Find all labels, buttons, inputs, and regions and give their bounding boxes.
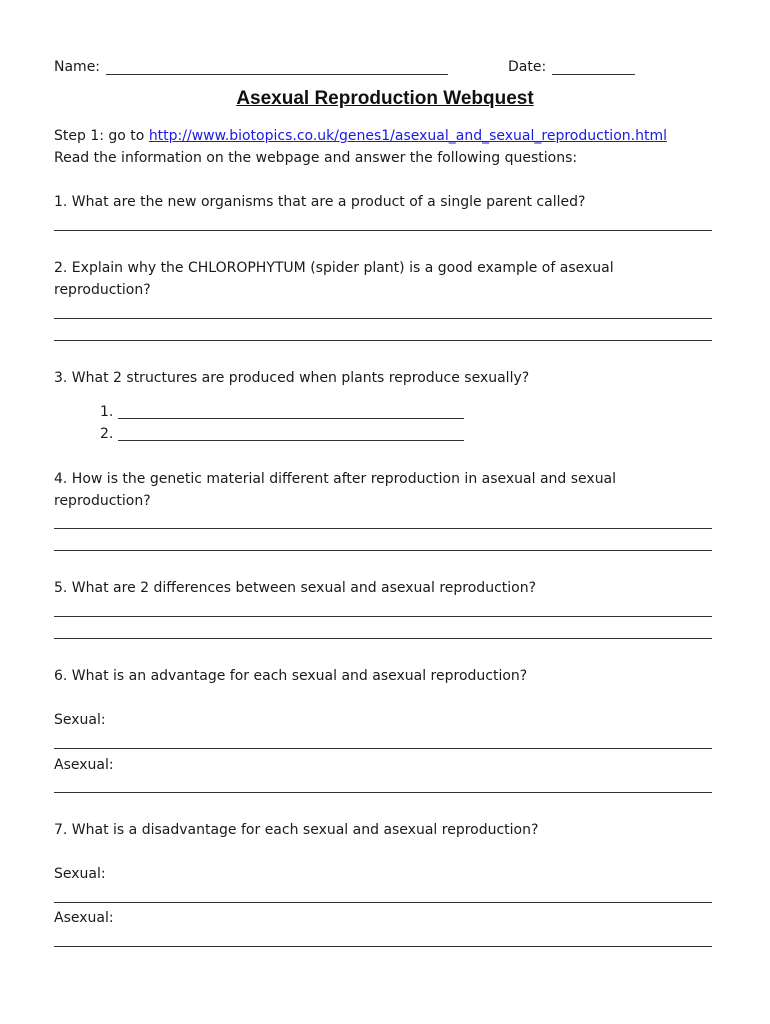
q3-item-2-field[interactable] <box>118 440 464 441</box>
question-5: 5. What are 2 differences between sexual and asexual reproduction? <box>54 580 537 596</box>
instructions-text: Read the information on the webpage and answer the following questions: <box>54 150 578 166</box>
date-label: Date: <box>508 59 547 75</box>
answer-line-q2-b[interactable] <box>54 340 712 341</box>
q7-asexual-label: Asexual: <box>54 910 114 926</box>
question-2-line-2: reproduction? <box>54 282 151 298</box>
page-title: Asexual Reproduction Webquest <box>236 88 534 109</box>
answer-line-q6-asexual[interactable] <box>54 792 712 793</box>
q3-item-1-label: 1. <box>100 404 114 420</box>
q3-item-1-field[interactable] <box>118 418 464 419</box>
question-7: 7. What is a disadvantage for each sexual and asexual reproduction? <box>54 822 539 838</box>
q3-item-2-label: 2. <box>100 426 114 442</box>
date-field[interactable] <box>552 74 635 75</box>
question-4-line-1: 4. How is the genetic material different after reproduction in asexual and sexual <box>54 471 617 487</box>
webpage-link[interactable]: http://www.biotopics.co.uk/genes1/asexual_and_sexual_reproduction.html <box>148 128 667 144</box>
name-field[interactable] <box>106 74 448 75</box>
question-2-line-1: 2. Explain why the CHLOROPHYTUM (spider plant) is a good example of asexual <box>54 260 614 276</box>
question-4-line-2: reproduction? <box>54 493 151 509</box>
answer-line-q1[interactable] <box>54 230 712 231</box>
name-label: Name: <box>54 59 101 75</box>
answer-line-q4-a[interactable] <box>54 528 712 529</box>
answer-line-q5-b[interactable] <box>54 638 712 639</box>
answer-line-q7-asexual[interactable] <box>54 946 712 947</box>
answer-line-q4-b[interactable] <box>54 550 712 551</box>
step-prefix: Step 1: go to <box>54 128 145 144</box>
question-1: 1. What are the new organisms that are a product of a single parent called? <box>54 194 586 210</box>
q6-asexual-label: Asexual: <box>54 757 114 773</box>
answer-line-q6-sexual[interactable] <box>54 748 712 749</box>
q6-sexual-label: Sexual: <box>54 712 106 728</box>
step-1-line <box>54 127 667 145</box>
question-6: 6. What is an advantage for each sexual and asexual reproduction? <box>54 668 528 684</box>
answer-line-q7-sexual[interactable] <box>54 902 712 903</box>
q7-sexual-label: Sexual: <box>54 866 106 882</box>
answer-line-q5-a[interactable] <box>54 616 712 617</box>
answer-line-q2-a[interactable] <box>54 318 712 319</box>
question-3: 3. What 2 structures are produced when plants reproduce sexually? <box>54 370 530 386</box>
